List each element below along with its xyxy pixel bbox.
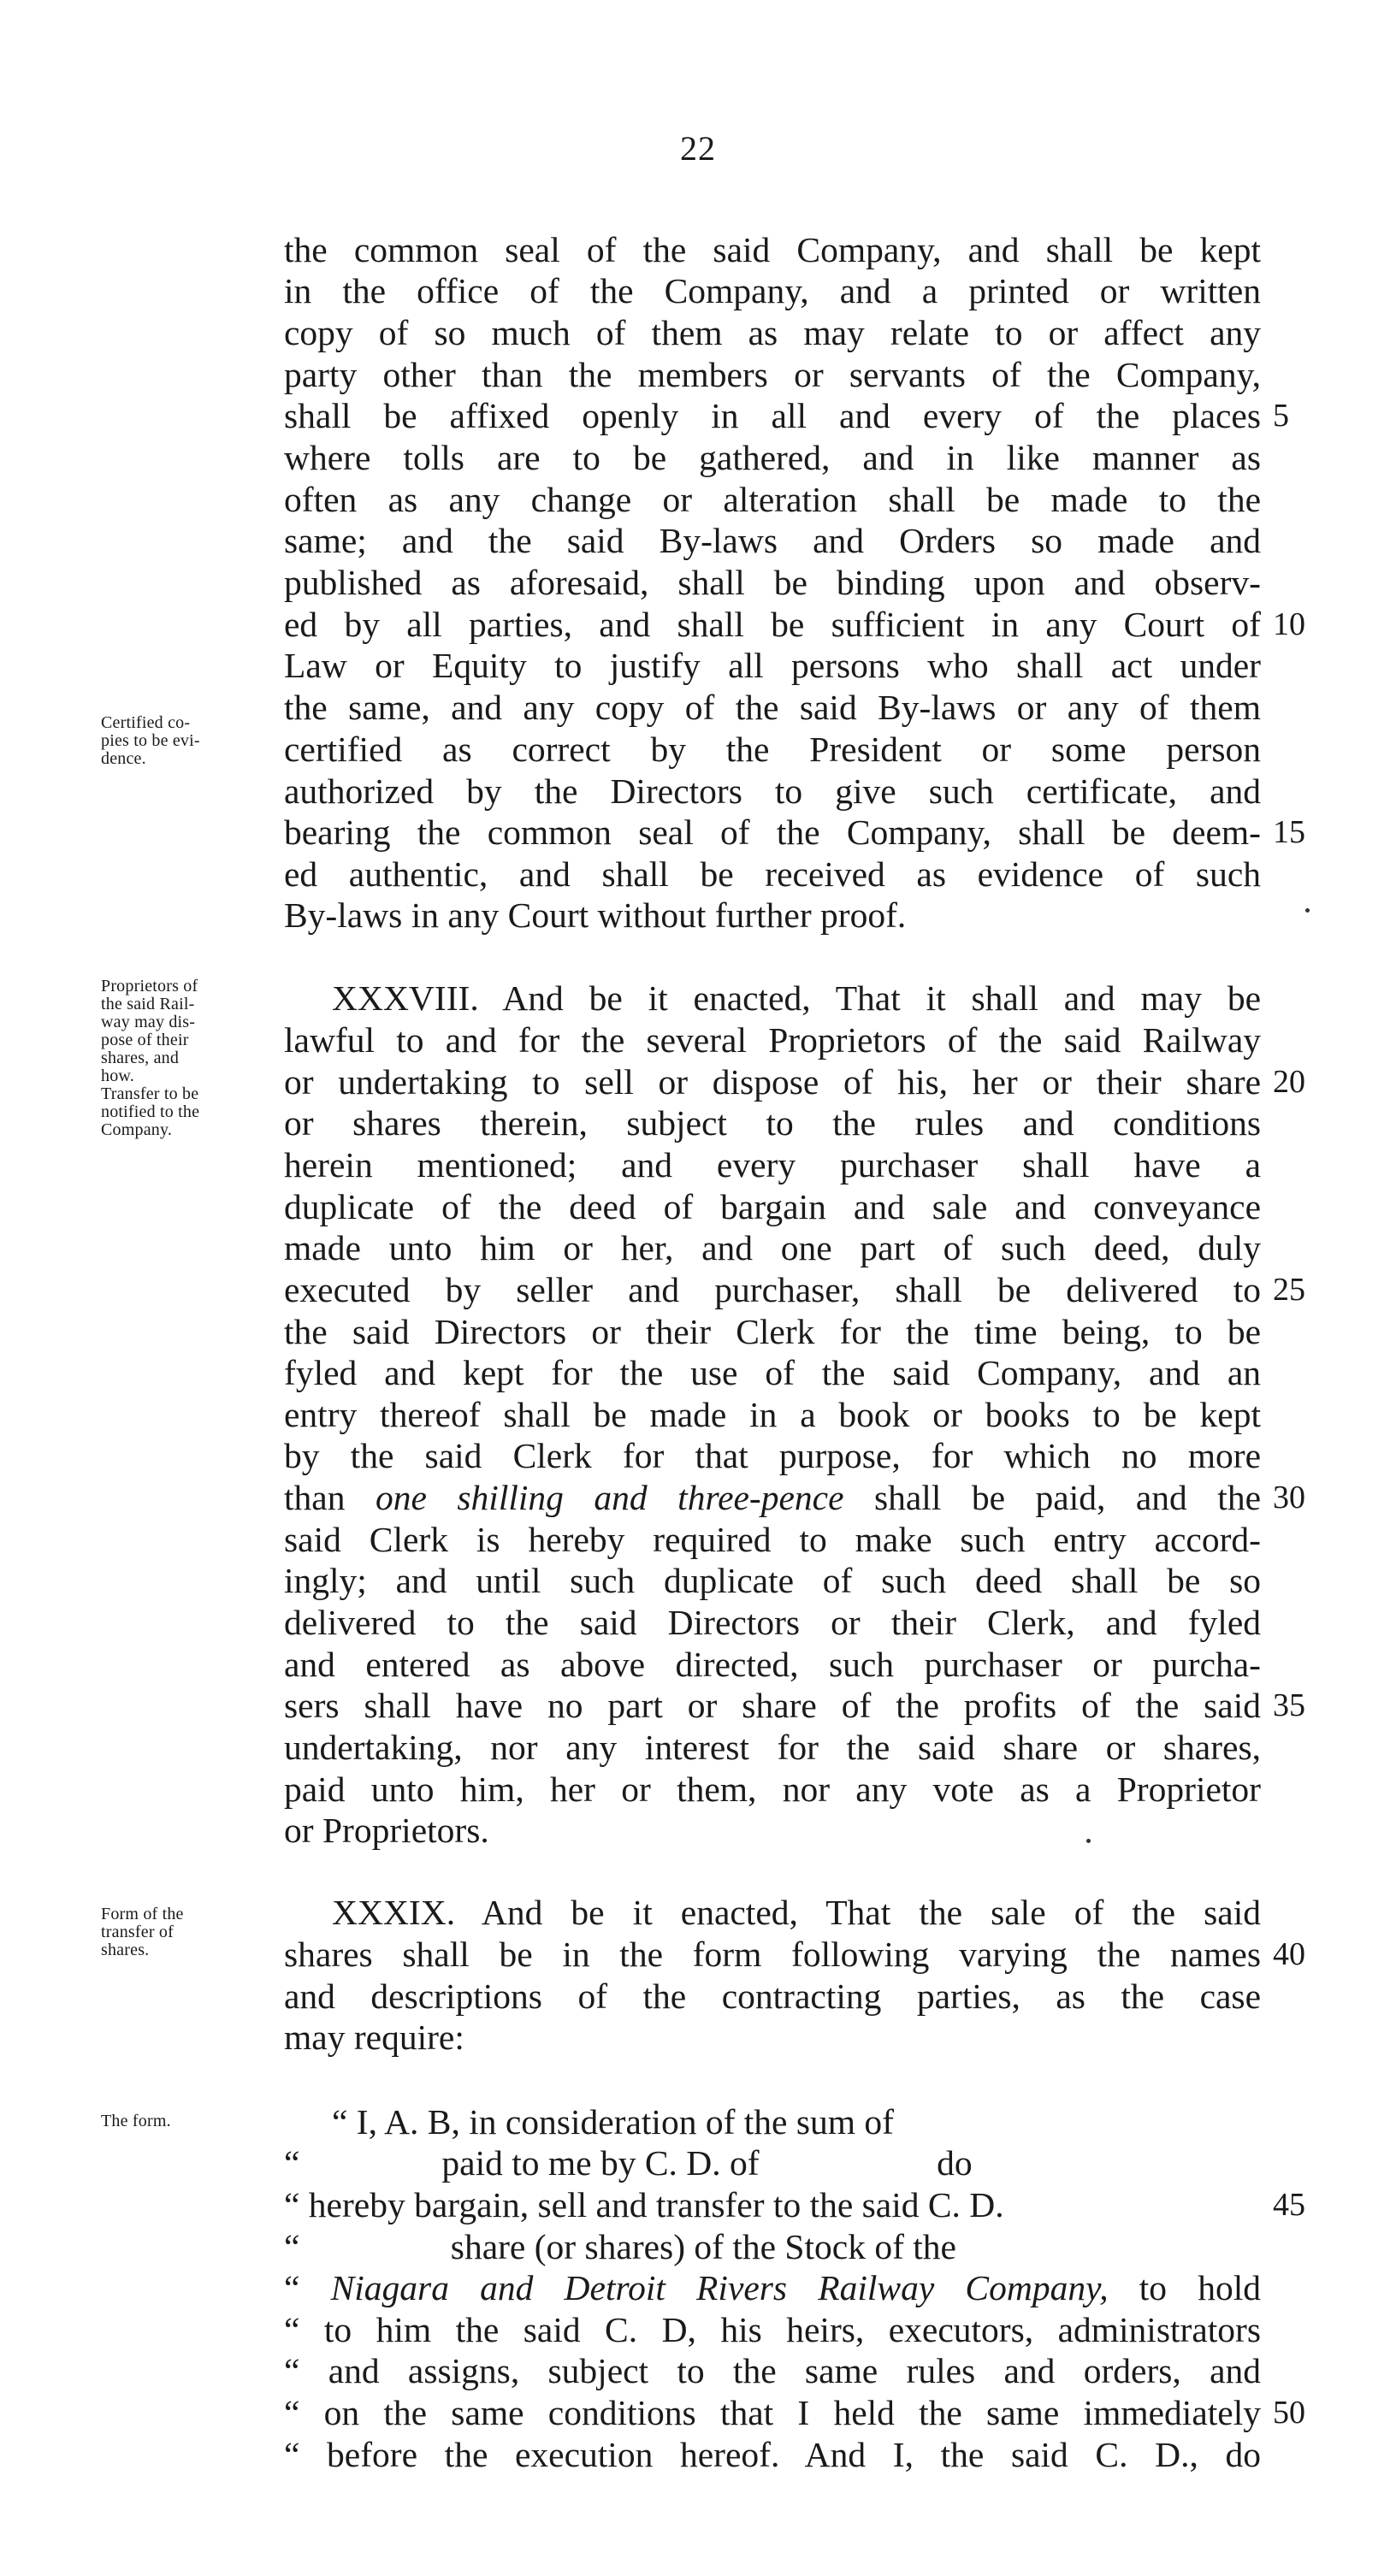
text-line: made unto him or her, and one part of such deed, duly [284,1228,1261,1267]
line-number: 25 [1273,1272,1305,1308]
margin-note-line: Form of the [101,1905,184,1923]
line-number: 30 [1273,1480,1305,1515]
text-line: party other than the members or servants of the Company, [284,355,1261,394]
text-line: herein mentioned; and every purchaser shall have a [284,1145,1261,1185]
text-line: fyled and kept for the use of the said Company, and an [284,1353,1261,1392]
margin-note-line: the said Rail- [101,995,195,1013]
margin-note [101,1905,281,1959]
margin-note-line: way may dis- [101,1013,196,1031]
margin-note [101,2112,281,2130]
text-line: where tolls are to be gathered, and in like manner as [284,438,1261,477]
margin-note-line: Company. [101,1120,173,1139]
text-line: authorized by the Directors to give such certificate, and [284,771,1261,811]
text-line: executed by seller and purchaser, shall be delivered to [284,1270,1261,1309]
text-line: copy of so much of them as may relate to or affect any [284,313,1261,352]
line-number: 5 [1273,398,1289,434]
text-line: “ Niagara and Detroit Rivers Railway Company, to hold [284,2268,1261,2307]
text-line: bearing the common seal of the Company, shall be deem- [284,812,1261,852]
text-line: in the office of the Company, and a printed or written [284,271,1261,310]
text-line: “ hereby bargain, sell and transfer to the said C. D. [284,2185,1004,2224]
margin-note-line: transfer of [101,1923,174,1941]
margin-note-line: shares, and [101,1049,180,1067]
line-number: 45 [1273,2187,1305,2223]
margin-note [101,978,281,1139]
text-line: the said Directors or their Clerk for the time being, to be [284,1312,1261,1351]
text-line: “ I, A. B, in consideration of the sum of [332,2102,894,2142]
margin-note-line: notified to the [101,1102,200,1121]
text-line: the same, and any copy of the said By-laws or any of them [284,688,1261,727]
text-line: duplicate of the deed of bargain and sale and conveyance [284,1187,1261,1226]
text-line: or Proprietors. [284,1811,489,1850]
text-line: “ share (or shares) of the Stock of the [284,2227,956,2266]
text-line: “ and assigns, subject to the same rules and orders, and [284,2351,1261,2390]
text-line: ingly; and until such duplicate of such deed shall be so [284,1561,1261,1600]
line-number: 15 [1273,814,1305,850]
italic-text: one shilling and three-pence [375,1478,844,1517]
text-line: By-laws in any Court without further proof. [284,895,907,935]
italic-text: Niagara and Detroit Rivers Railway Company, [330,2268,1109,2307]
text-line: “ before the execution hereof. And I, the said C. D., do [284,2435,1261,2474]
text-line: delivered to the said Directors or their Clerk, and fyled [284,1603,1261,1642]
margin-note [101,714,281,768]
line-number: 50 [1273,2395,1305,2431]
line-number: 20 [1273,1064,1305,1100]
text-line: shall be affixed openly in all and every of the places [284,396,1261,435]
text-line: “ on the same conditions that I held the same immediately [284,2393,1261,2432]
text-line: said Clerk is hereby required to make such entry accord- [284,1520,1261,1559]
text-line: “ paid to me by C. D. of do [284,2143,973,2183]
text-line: lawful to and for the several Proprietors of the said Railway [284,1020,1261,1060]
text-line: or shares therein, subject to the rules and conditions [284,1103,1261,1143]
margin-note-line: Transfer to be [101,1084,199,1103]
margin-note-line: pies to be evi- [101,731,200,750]
text-line: sers shall have no part or share of the profits of the said [284,1686,1261,1725]
text-line: same; and the said By-laws and Orders so made and [284,521,1261,560]
margin-note-line: Proprietors of [101,977,198,996]
text-line: than one shilling and three-pence shall be paid, and the [284,1478,1262,1517]
text-line: and descriptions of the contracting parties, as the case [284,1976,1261,2016]
page-number: 22 [680,129,716,168]
line-number: 40 [1273,1936,1305,1972]
stray-mark [1086,1839,1091,1843]
margin-note-line: Certified co- [101,713,191,732]
line-number: 35 [1273,1687,1305,1723]
text-line: the common seal of the said Company, and shall be kept [284,230,1261,269]
line-number: 10 [1273,606,1305,642]
text-line: may require: [284,2018,464,2057]
text-line: Law or Equity to justify all persons who shall act under [284,646,1261,685]
stray-mark [1305,908,1310,913]
margin-note-line: dence. [101,749,146,768]
text-line: often as any change or alteration shall be made to the [284,480,1261,519]
margin-note-line: pose of their [101,1031,189,1049]
text-line: entry thereof shall be made in a book or books to be kept [284,1395,1261,1434]
text-line: XXXVIII. And be it enacted, That it shall and may be [332,978,1261,1018]
text-line: and entered as above directed, such purchaser or purcha- [284,1645,1261,1684]
text-line: by the said Clerk for that purpose, for which no more [284,1436,1261,1475]
margin-note-line: how. [101,1066,134,1085]
text-line: “ to him the said C. D, his heirs, executors, administrators [284,2310,1261,2349]
text-line: paid unto him, her or them, nor any vote as a Proprietor [284,1770,1261,1809]
text-line: ed by all parties, and shall be sufficient in any Court of [284,605,1261,644]
text-line: ed authentic, and shall be received as evidence of such [284,854,1261,894]
margin-note-line: shares. [101,1941,150,1959]
text-line: or undertaking to sell or dispose of his, her or their share [284,1062,1261,1102]
margin-note-line: The form. [101,2112,171,2130]
text-line: undertaking, nor any interest for the said share or shares, [284,1728,1261,1767]
text-line: XXXIX. And be it enacted, That the sale of the said [332,1893,1261,1932]
text-line: shares shall be in the form following varying the names [284,1935,1261,1974]
text-line: published as aforesaid, shall be binding upon and observ- [284,563,1261,602]
text-line: certified as correct by the President or some person [284,730,1261,769]
